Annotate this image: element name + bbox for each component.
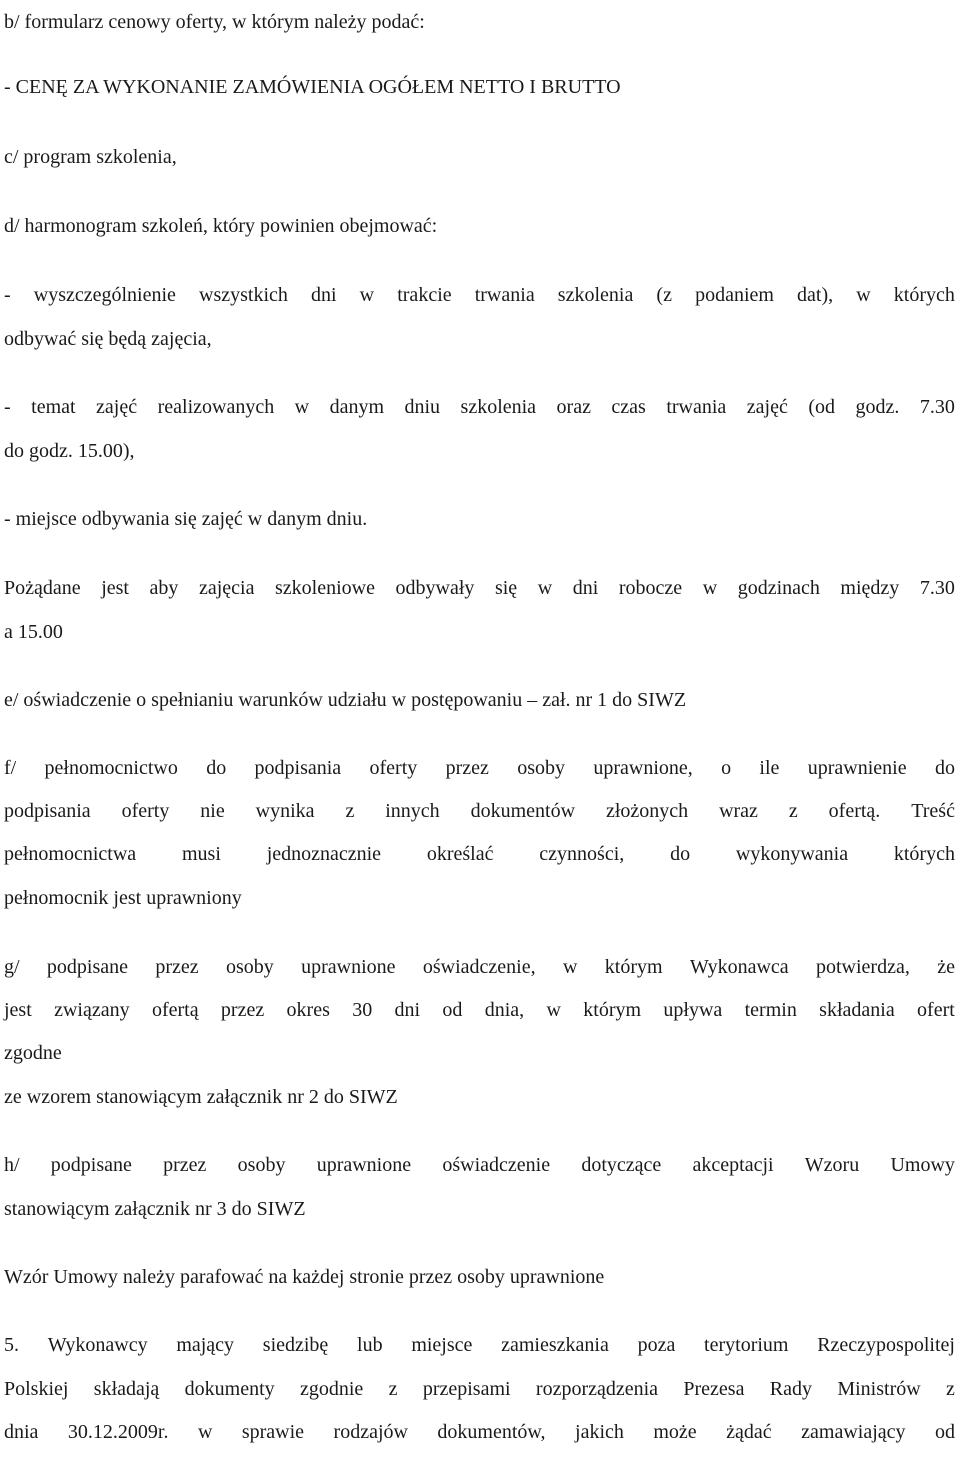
word: związany [54, 999, 130, 1021]
word: innych [385, 800, 440, 822]
word: oferty [369, 757, 418, 779]
word: do [670, 843, 691, 865]
word: Umowy [890, 1154, 955, 1176]
word: oświadczenie [442, 1154, 551, 1176]
text-line: c/ program szkolenia, [4, 146, 177, 168]
word: musi [181, 843, 221, 865]
word: - [4, 284, 11, 306]
word: do [206, 757, 227, 779]
word: miejsce [411, 1334, 473, 1356]
word: Rady [769, 1378, 812, 1400]
word: od [934, 1421, 955, 1443]
word: się [494, 577, 518, 599]
word: podpisane [50, 1154, 132, 1176]
justified-line [4, 395, 955, 419]
word: osoby [237, 1154, 286, 1176]
text-line: e/ oświadczenie o spełnianiu warunków udziału w postępowaniu – zał. nr 1 do SIWZ [4, 689, 687, 711]
word: Rzeczypospolitej [817, 1334, 955, 1356]
justified-line [4, 799, 955, 823]
word: których [893, 284, 955, 306]
word: trakcie [397, 284, 452, 306]
justified-line [4, 842, 955, 866]
word: Polskiej [4, 1378, 69, 1400]
word: Wykonawcy [47, 1334, 148, 1356]
word: 7.30 [919, 577, 955, 599]
word: dotyczące [581, 1154, 662, 1176]
justified-line [4, 1333, 955, 1357]
word: ofert [917, 999, 955, 1021]
word: sprawie [241, 1421, 305, 1443]
word: składania [819, 999, 895, 1021]
word: żądać [726, 1421, 772, 1443]
word: Wykonawca [689, 956, 789, 978]
word: podpisania [254, 757, 342, 779]
word: wyszczególnienie [33, 284, 176, 306]
word: dokumentów [470, 800, 576, 822]
word: w [537, 577, 553, 599]
word: g/ [4, 956, 20, 978]
word: dokumenty [184, 1378, 275, 1400]
word: ofertą. [828, 800, 881, 822]
word: pełnomocnictwa [4, 843, 137, 865]
word: w [197, 1421, 213, 1443]
word: jest [4, 999, 32, 1021]
justified-line [4, 1377, 955, 1401]
word: dnia [4, 1421, 39, 1443]
word: wraz [719, 800, 758, 822]
word: dniu [404, 396, 441, 418]
word: (z [656, 284, 672, 306]
word: uprawnione [301, 956, 396, 978]
word: jest [101, 577, 129, 599]
text-line: ze wzorem stanowiącym załącznik nr 2 do SIWZ [4, 1086, 398, 1108]
word: zajęcia [198, 577, 255, 599]
word: określać [426, 843, 494, 865]
text-line: d/ harmonogram szkoleń, który powinien obejmować: [4, 215, 438, 237]
justified-line [4, 576, 955, 600]
word: może [653, 1421, 697, 1443]
word: osoby [517, 757, 566, 779]
word: 30.12.2009r. [67, 1421, 169, 1443]
word: rodzajów [333, 1421, 408, 1443]
word: podpisane [46, 956, 128, 978]
word: zamieszkania [501, 1334, 609, 1356]
word: że [937, 956, 955, 978]
word: wszystkich [199, 284, 288, 306]
word: szkolenia [460, 396, 537, 418]
text-line: b/ formularz cenowy oferty, w którym należy podać: [4, 11, 425, 33]
word: - [4, 396, 11, 418]
word: jednoznacznie [266, 843, 382, 865]
justified-line [4, 283, 955, 307]
word: danym [329, 396, 385, 418]
word: nie [200, 800, 225, 822]
word: przez [163, 1154, 207, 1176]
word: podaniem [695, 284, 774, 306]
word: dat), [797, 284, 834, 306]
word: składają [93, 1378, 160, 1400]
word: z [388, 1378, 398, 1400]
word: siedzibę [262, 1334, 329, 1356]
word: zgodnie [299, 1378, 364, 1400]
word: upływa [663, 999, 723, 1021]
word: przez [445, 757, 489, 779]
word: (od [808, 396, 835, 418]
word: Treść [911, 800, 955, 822]
word: h/ [4, 1154, 20, 1176]
word: dni [394, 999, 421, 1021]
text-line: do godz. 15.00), [4, 440, 135, 462]
word: godzinach [737, 577, 820, 599]
word: w [702, 577, 718, 599]
justified-line [4, 955, 955, 979]
word: czas [611, 396, 646, 418]
word: uprawnione [316, 1154, 412, 1176]
word: zajęć [746, 396, 788, 418]
word: w [359, 284, 375, 306]
word: złożonych [605, 800, 689, 822]
word: oraz [556, 396, 591, 418]
text-line: Wzór Umowy należy parafować na każdej stronie przez osoby uprawnione [4, 1266, 605, 1288]
word: ofertą [151, 999, 199, 1021]
word: uprawnione, [593, 757, 693, 779]
word: mający [176, 1334, 235, 1356]
word: Pożądane [4, 577, 81, 599]
text-line: a 15.00 [4, 621, 63, 643]
justified-line [4, 1420, 955, 1444]
word: akceptacji [692, 1154, 774, 1176]
word: ile [759, 757, 780, 779]
word: wykonywania [735, 843, 849, 865]
word: realizowanych [157, 396, 275, 418]
word: wynika [255, 800, 315, 822]
word: w [546, 999, 561, 1021]
word: którym [604, 956, 663, 978]
word: oświadczenie, [422, 956, 536, 978]
text-line: - CENĘ ZA WYKONANIE ZAMÓWIENIA OGÓŁEM NETTO I BRUTTO [4, 76, 621, 98]
word: zajęć [96, 396, 138, 418]
word: czynności, [539, 843, 625, 865]
word: robocze [618, 577, 683, 599]
word: szkoleniowe [275, 577, 375, 599]
word: godz. [855, 396, 900, 418]
word: dni [572, 577, 599, 599]
word: lub [357, 1334, 383, 1356]
word: między [840, 577, 900, 599]
word: terytorium [704, 1334, 789, 1356]
text-line: zgodne [4, 1042, 62, 1064]
word: 5. [4, 1334, 19, 1356]
word: trwania [474, 284, 535, 306]
word: z [788, 800, 798, 822]
word: uprawnienie [807, 757, 907, 779]
justified-line [4, 998, 955, 1022]
word: osoby [225, 956, 274, 978]
word: 7.30 [919, 396, 955, 418]
word: dni [311, 284, 337, 306]
word: szkolenia [557, 284, 634, 306]
word: 30 [352, 999, 373, 1021]
word: do [934, 757, 955, 779]
word: w [294, 396, 310, 418]
word: aby [149, 577, 179, 599]
word: odbywały [395, 577, 475, 599]
word: którym [583, 999, 642, 1021]
justified-line [4, 1153, 955, 1177]
word: trwania [666, 396, 727, 418]
word: Prezesa [683, 1378, 745, 1400]
justified-line [4, 756, 955, 780]
word: poza [637, 1334, 676, 1356]
text-line: - miejsce odbywania się zajęć w danym dniu. [4, 508, 368, 530]
word: w [562, 956, 578, 978]
word: Wzoru [804, 1154, 860, 1176]
word: w [856, 284, 871, 306]
word: z [946, 1378, 955, 1400]
word: f/ [4, 757, 17, 779]
word: zamawiający [801, 1421, 906, 1443]
word: od [442, 999, 463, 1021]
word: dnia, [484, 999, 525, 1021]
word: przepisami [422, 1378, 511, 1400]
word: potwierdza, [815, 956, 910, 978]
text-line: stanowiącym załącznik nr 3 do SIWZ [4, 1198, 306, 1220]
word: okres [286, 999, 330, 1021]
word: jakich [575, 1421, 624, 1443]
text-line: pełnomocnik jest uprawniony [4, 887, 242, 909]
word: z [345, 800, 355, 822]
text-line: odbywać się będą zajęcia, [4, 328, 212, 350]
word: przez [220, 999, 265, 1021]
word: podpisania [4, 800, 91, 822]
word: termin [744, 999, 797, 1021]
word: których [893, 843, 955, 865]
word: Ministrów [837, 1378, 921, 1400]
word: pełnomocnictwo [44, 757, 178, 779]
word: oferty [121, 800, 170, 822]
word: przez [155, 956, 199, 978]
word: temat [31, 396, 76, 418]
word: dokumentów, [437, 1421, 546, 1443]
word: o [721, 757, 732, 779]
word: rozporządzenia [535, 1378, 659, 1400]
